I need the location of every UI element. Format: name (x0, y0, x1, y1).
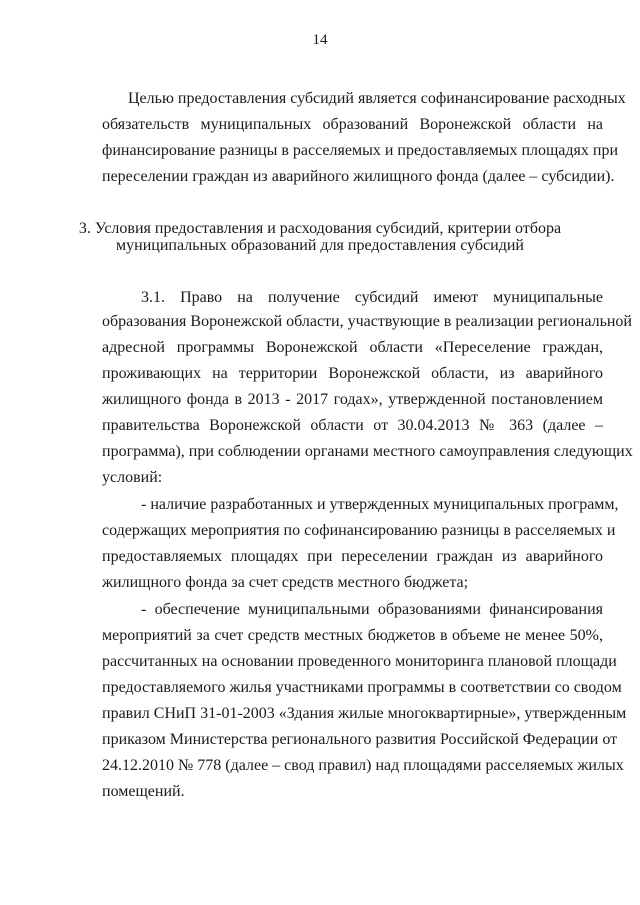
text-line: Целью предоставления субсидий является софинансирование расходных (128, 90, 626, 107)
text-line: переселении граждан из аварийного жилищного фонда (далее – субсидии). (102, 168, 615, 185)
text-line: 3.1. Право на получение субсидий имеют муниципальные (141, 289, 603, 306)
text-line: мероприятий за счет средств местных бюджетов в объеме не менее 50%, (102, 627, 603, 644)
text-line: программа), при соблюдении органами местного самоуправления следующих (102, 443, 633, 460)
text-line: правительства Воронежской области от 30.04.2013 № 363 (далее – (102, 417, 603, 434)
text-line: помещений. (102, 783, 185, 800)
text-line: - обеспечение муниципальными образованиями финансирования (141, 601, 603, 618)
heading-line: 3. Условия предоставления и расходования субсидий, критерии отбора (78, 220, 562, 237)
text-line: жилищного фонда в 2013 - 2017 годах», утвержденной постановлением (102, 391, 603, 408)
text-line: предоставляемых площадях при переселении граждан из аварийного (102, 548, 603, 565)
text-line: предоставляемого жилья участниками программы в соответствии со сводом (102, 679, 622, 696)
text-line: содержащих мероприятия по софинансированию разницы в расселяемых и (102, 522, 616, 539)
text-line: адресной программы Воронежской области «Переселение граждан, (102, 339, 603, 356)
text-line: правил СНиП 31-01-2003 «Здания жилые многоквартирные», утвержденным (102, 705, 627, 722)
text-line: проживающих на территории Воронежской области, из аварийного (102, 365, 603, 382)
text-line: условий: (102, 469, 163, 486)
text-line: финансирование разницы в расселяемых и предоставляемых площадях при (102, 142, 619, 159)
text-line: жилищного фонда за счет средств местного бюджета; (102, 574, 469, 591)
text-line: - наличие разработанных и утвержденных муниципальных программ, (141, 496, 619, 513)
text-line: приказом Министерства регионального развития Российской Федерации от (102, 731, 618, 748)
text-line: 24.12.2010 № 778 (далее – свод правил) над площадями расселяемых жилых (102, 757, 624, 774)
text-line: обязательств муниципальных образований Воронежской области на (102, 116, 603, 133)
page-number: 14 (312, 32, 328, 48)
text-line: рассчитанных на основании проведенного мониторинга плановой площади (102, 653, 617, 670)
text-line: образования Воронежской области, участвующие в реализации региональной (102, 313, 632, 330)
heading-line: муниципальных образований для предоставления субсидий (116, 237, 524, 254)
